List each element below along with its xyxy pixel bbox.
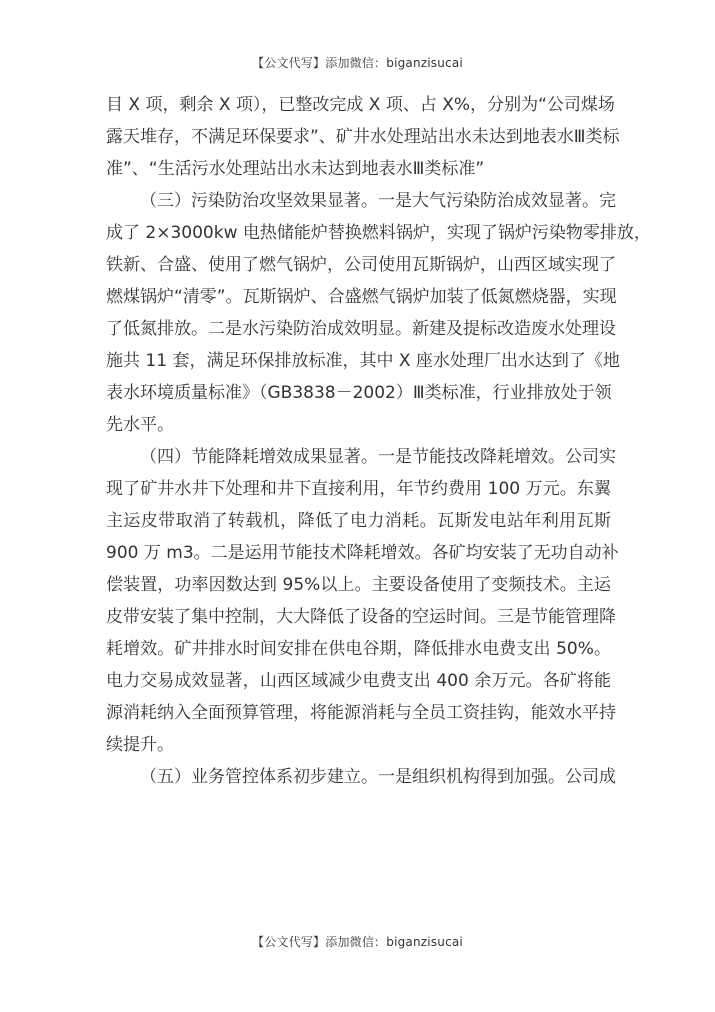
text-line: 目 X 项，剩余 X 项），已整改完成 X 项、占 X%，分别为“公司煤场 <box>106 95 615 115</box>
page-footer: 【公文代写】添加微信：biganzisucai <box>252 935 463 949</box>
text-line: 燃煤锅炉“清零”。瓦斯锅炉、合盛燃气锅炉加装了低氮燃烧器，实现 <box>106 287 617 307</box>
text-line: 主运皮带取消了转载机，降低了电力消耗。瓦斯发电站年利用瓦斯 <box>106 511 611 531</box>
section-heading-line: （五）业务管控体系初步建立。一是组织机构得到加强。公司成 <box>140 767 616 787</box>
text-line: 皮带安装了集中控制，大大降低了设备的空运时间。三是节能管理降 <box>106 607 616 627</box>
section-heading-line: （三）污染防治攻坚效果显著。一是大气污染防治成效显著。完 <box>140 191 616 211</box>
text-line: 电力交易成效显著，山西区域减少电费支出 400 余万元。各矿将能 <box>106 671 611 691</box>
text-line: 现了矿井水井下处理和井下直接利用，年节约费用 100 万元。东翼 <box>106 479 611 499</box>
text-line: 源消耗纳入全面预算管理，将能源消耗与全员工资挂钩，能效水平持 <box>106 703 616 723</box>
text-line: 900 万 m3。二是运用节能技术降耗增效。各矿均安装了无功自动补 <box>106 543 619 563</box>
text-line: 耗增效。矿井排水时间安排在供电谷期，降低排水电费支出 50%。 <box>106 639 611 659</box>
page-header: 【公文代写】添加微信：biganzisucai <box>252 56 463 70</box>
section-heading-line: （四）节能降耗增效成果显著。一是节能技改降耗增效。公司实 <box>140 447 616 467</box>
text-line: 表水环境质量标准》（GB3838－2002）Ⅲ类标准，行业排放处于领 <box>106 383 612 403</box>
body-text <box>106 89 651 793</box>
text-line: 准”、“生活污水处理站出水未达到地表水Ⅲ类标准” <box>106 159 485 179</box>
text-line: 续提升。 <box>106 735 174 755</box>
text-line: 施共 11 套，满足环保排放标准，其中 X 座水处理厂出水达到了《地 <box>106 351 620 371</box>
text-line: 偿装置，功率因数达到 95%以上。主要设备使用了变频技术。主运 <box>106 575 611 595</box>
text-line: 先水平。 <box>106 415 174 435</box>
text-line: 铁新、合盛、使用了燃气锅炉，公司使用瓦斯锅炉，山西区域实现了 <box>106 255 616 275</box>
text-line: 成了 2×3000kw 电热储能炉替换燃料锅炉，实现了锅炉污染物零排放， <box>106 223 651 243</box>
text-line: 了低氮排放。二是水污染防治成效明显。新建及提标改造废水处理设 <box>106 319 616 339</box>
text-line: 露天堆存，不满足环保要求”、矿井水处理站出水未达到地表水Ⅲ类标 <box>106 127 620 147</box>
